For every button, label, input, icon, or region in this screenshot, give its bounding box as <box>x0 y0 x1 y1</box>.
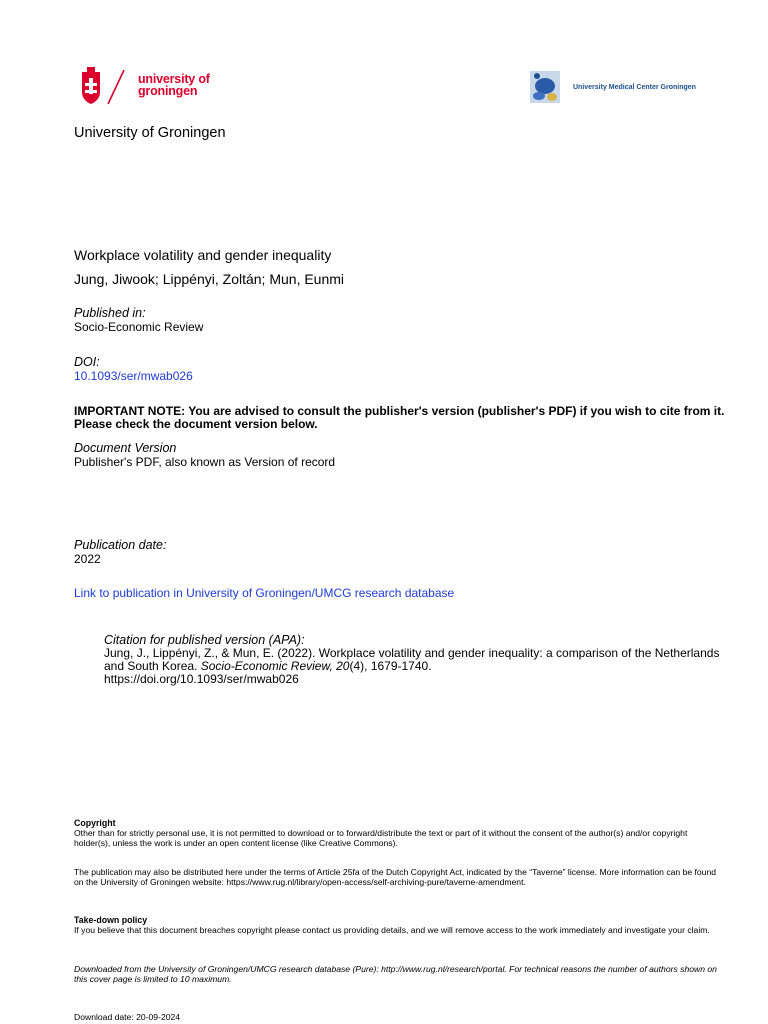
document-version <box>74 441 335 469</box>
doi-link[interactable]: 10.1093/ser/mwab026 <box>74 369 193 383</box>
citation-url: https://doi.org/10.1093/ser/mwab026 <box>104 672 299 686</box>
citation-text: Jung, J., Lippényi, Z., & Mun, E. (2022). Workplace volatility and gender inequality: a comparison of the Netherlands and South Korea. Socio-Economic Review, 20(4), 1679-1740. <box>104 646 720 673</box>
published-in <box>74 306 203 334</box>
doi-block <box>74 355 193 383</box>
rug-wordmark: university of groningen <box>138 72 210 98</box>
copyright-text-2: The publication may also be distributed here under the terms of Article 25fa of the Dutch Copyright Act, indicated by the “Taverne” license. More information can be found on the University of Groningen website: https://www.rug.nl/library/open-access/self-archiving-pure/taverne-amendment. <box>74 867 717 887</box>
institution-title: University of Groningen <box>74 125 226 141</box>
published-in-value: Socio-Economic Review <box>74 320 204 334</box>
citation-label: Citation for published version (APA): <box>104 633 305 647</box>
publication-link[interactable]: Link to publication in University of Groningen/UMCG research database <box>74 586 455 600</box>
published-in-label: Published in: <box>74 306 146 320</box>
publication-date-label: Publication date: <box>74 538 167 552</box>
umcg-frog-icon <box>527 66 565 108</box>
rug-slash-icon <box>106 68 126 106</box>
article-title: Workplace volatility and gender inequality <box>74 247 332 263</box>
rug-crest-icon <box>78 66 104 106</box>
document-version-value: Publisher's PDF, also known as Version of record <box>74 455 336 469</box>
takedown-section <box>74 915 724 935</box>
download-date: Download date: 20-09-2024 <box>74 1012 181 1022</box>
copyright-section <box>74 818 724 848</box>
takedown-heading: Take-down policy <box>74 915 148 925</box>
authors: Jung, Jiwook; Lippényi, Zoltán; Mun, Eunmi <box>74 271 345 287</box>
citation-block <box>104 634 724 686</box>
umcg-wordmark: University Medical Center Groningen <box>573 84 696 91</box>
copyright-text-1: Other than for strictly personal use, it is not permitted to download or to forward/distribute the text or part of it without the consent of the author(s) and/or copyright holder(s), unless the work is under an open content license (like Creative Commons). <box>74 828 688 848</box>
takedown-text: If you believe that this document breaches copyright please contact us providing details, and we will remove access to the work immediately and investigate your claim. <box>74 925 710 935</box>
doi-label: DOI: <box>74 355 100 369</box>
copyright-heading: Copyright <box>74 818 116 828</box>
umcg-logo <box>527 66 727 110</box>
downloaded-from: Downloaded from the University of Groningen/UMCG research database (Pure): http://www.rug.nl/research/portal. For technical reasons the number of authors shown on this cover page is limited to 10 maximum. <box>74 964 717 984</box>
publication-date-value: 2022 <box>74 552 101 566</box>
document-version-label: Document Version <box>74 441 177 455</box>
important-note: IMPORTANT NOTE: You are advised to consult the publisher's version (publisher's PDF) if you wish to cite from it. Please check the document version below. <box>74 404 725 431</box>
publication-date <box>74 538 166 566</box>
rug-logo <box>78 66 228 110</box>
